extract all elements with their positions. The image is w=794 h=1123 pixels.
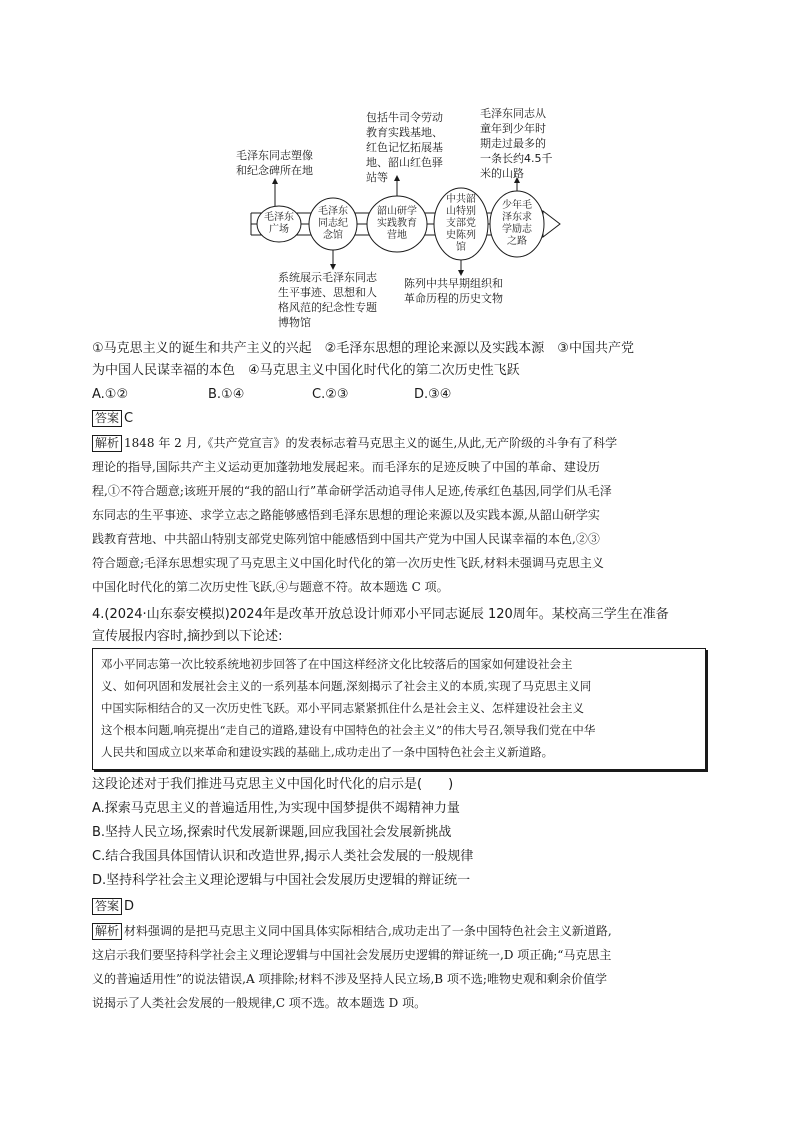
q3-choices — [92, 384, 451, 406]
q3-answer — [92, 408, 133, 430]
note-memorial-hall: 系统展示毛泽东同志 生平事迹、思想和人 格风范的纪念性专题 博物馆 — [278, 271, 377, 329]
q3-choice-b: B.①④ — [208, 387, 245, 402]
q3-analysis-line: 程,①不符合题意;该班开展的“我的韶山行”革命研学活动追寻伟人足迹,传承红色基因,同学们从毛泽 — [92, 484, 612, 498]
q3-analysis-line: 理论的指导,国际共产主义运动更加蓬勃地发展起来。而毛泽东的足迹反映了中国的革命、建设历 — [92, 460, 600, 474]
q3-options-line2: 为中国人民谋幸福的本色 ④马克思主义中国化时代化的第二次历史性飞跃 — [92, 363, 520, 378]
analysis-tag: 解析 — [92, 435, 122, 452]
q3-analysis-line: 东同志的生平事迹、求学立志之路能够感悟到毛泽东思想的理论来源以及实践本源,从韶山研学实 — [92, 508, 600, 522]
q3-choice-c: C.②③ — [312, 387, 349, 402]
note-mountain-road: 毛泽东同志从 童年到少年时 期走过最多的 一条长约4.5千 米的山路 — [480, 107, 553, 180]
q4-stem-line1: 4.(2024·山东泰安模拟)2024年是改革开放总设计师邓小平同志诞辰 120周年。某校高三学生在准备 — [92, 607, 669, 622]
quote-line: 邓小平同志第一次比较系统地初步回答了在中国这样经济文化比较落后的国家如何建设社会主 — [101, 657, 573, 671]
q3-analysis-line: 符合题意;毛泽东思想实现了马克思主义中国化时代化的第一次历史性飞跃,材料未强调马克思主义 — [92, 556, 604, 570]
q4-analysis-line: 义的普遍适用性”的说法错误,A 项排除;材料不涉及坚持人民立场,B 项不选;唯物史观和剩余价值学 — [92, 972, 607, 986]
q4-option-d: D.坚持科学社会主义理论逻辑与中国社会发展历史逻辑的辩证统一 — [92, 873, 471, 888]
q4-analysis-line: 说揭示了人类社会发展的一般规律,C 项不选。故本题选 D 项。 — [92, 996, 427, 1010]
answer-tag: 答案 — [92, 410, 122, 427]
node-label-1: 毛泽东 广场 — [264, 212, 294, 235]
q3-answer-value: C — [124, 411, 134, 426]
q3-choice-a: A.①② — [92, 387, 129, 402]
note-square: 毛泽东同志塑像 和纪念碑所在地 — [236, 149, 313, 177]
node-label-5: 少年毛 泽东求 学励志 之路 — [502, 200, 532, 247]
analysis-tag: 解析 — [92, 923, 122, 940]
node-label-2: 毛泽东 同志纪 念馆 — [318, 206, 348, 241]
q3-analysis-line: 解析 1848 年 2 月,《共产党宣言》的发表标志着马克思主义的诞生,从此,无产阶级的斗争有了科学 — [92, 432, 617, 454]
q4-option-b: B.坚持人民立场,探索时代发展新课题,回应我国社会发展新挑战 — [92, 825, 452, 840]
node-label-4: 中共韶 山特别 支部党 史陈列 馆 — [446, 194, 476, 253]
quote-line: 中国实际相结合的又一次历史性飞跃。邓小平同志紧紧抓住什么是社会主义、怎样建设社会主义 — [101, 701, 584, 715]
note-party-museum: 陈列中共早期组织和 革命历程的历史文物 — [404, 277, 503, 305]
note-study-base: 包括牛司令劳动 教育实践基地、 红色记忆拓展基 地、韶山红色驿 站等 — [366, 111, 443, 184]
answer-tag: 答案 — [92, 898, 122, 915]
quote-line: 人民共和国成立以来革命和建设实践的基础上,成功走出了一条中国特色社会主义新道路。 — [101, 745, 554, 759]
q4-answer-value: D — [124, 899, 135, 914]
quote-line: 这个根本问题,响亮提出“走自己的道路,建设有中国特色的社会主义”的伟大号召,领导我们党在中华 — [101, 723, 596, 737]
q3-choice-d: D.③④ — [414, 387, 452, 402]
q3-analysis-line: 践教育营地、中共韶山特别支部党史陈列馆中能感悟到中国共产党为中国人民谋幸福的本色,②③ — [92, 532, 600, 546]
q4-question: 这段论述对于我们推进马克思主义中国化时代化的启示是( ) — [92, 777, 454, 792]
quote-line: 义、如何巩固和发展社会主义的一系列基本问题,深刻揭示了社会主义的本质,实现了马克思主义同 — [101, 679, 592, 693]
q4-option-c: C.结合我国具体国情认识和改造世界,揭示人类社会发展的一般规律 — [92, 849, 474, 864]
q4-quote-box — [92, 648, 706, 770]
q3-analysis-line: 中国化时代化的第二次历史性飞跃,④与题意不符。故本题选 C 项。 — [92, 580, 449, 594]
node-label-3: 韶山研学 实践教育 营地 — [377, 206, 417, 241]
q4-answer — [92, 896, 134, 918]
route-diagram — [0, 0, 794, 340]
q4-option-a: A.探索马克思主义的普遍适用性,为实现中国梦提供不竭精神力量 — [92, 801, 460, 816]
q4-analysis-line: 这启示我们要坚持科学社会主义理论逻辑与中国社会发展历史逻辑的辩证统一,D 项正确;“马克思主 — [92, 948, 612, 962]
q4-stem-line2: 宣传展报内容时,摘抄到以下论述: — [92, 629, 283, 644]
q3-options-line1: ①马克思主义的诞生和共产主义的兴起 ②毛泽东思想的理论来源以及实践本源 ③中国共产党 — [92, 341, 634, 356]
q4-analysis-line: 解析 材料强调的是把马克思主义同中国具体实际相结合,成功走出了一条中国特色社会主义新道路, — [92, 920, 612, 942]
